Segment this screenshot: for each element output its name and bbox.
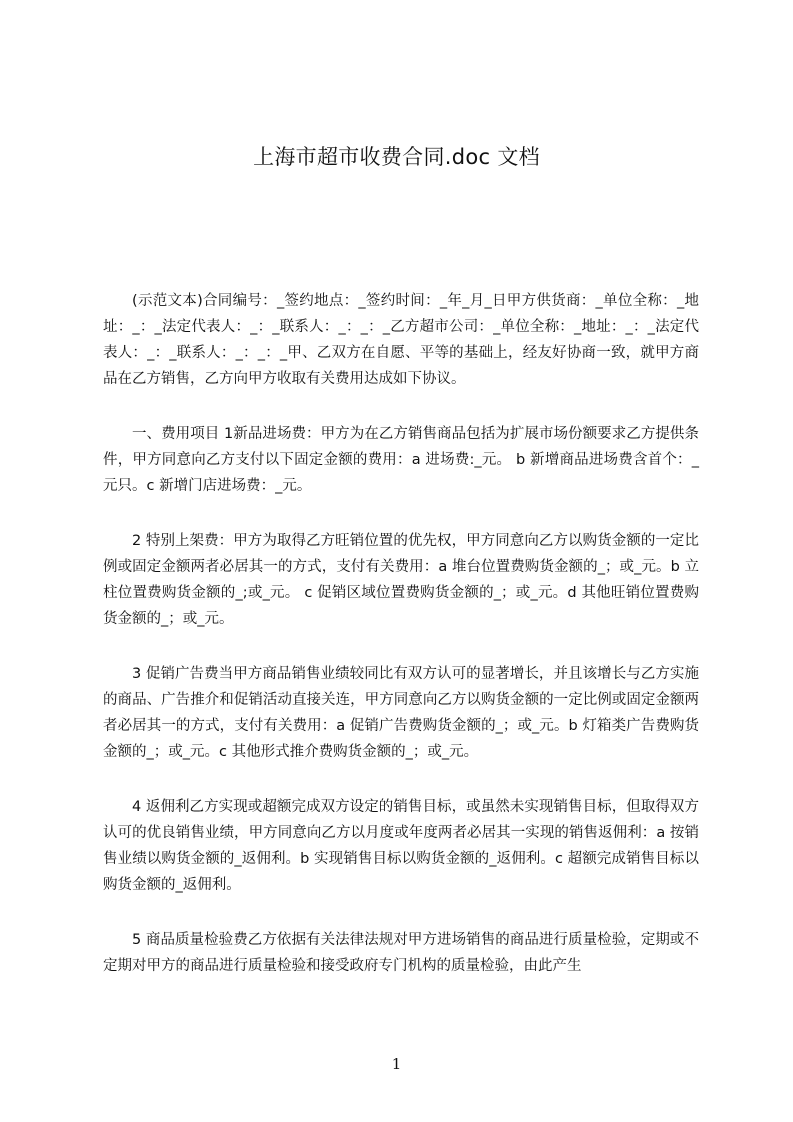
- paragraph-rebate: 4 返佣利乙方实现或超额完成双方设定的销售目标，或虽然未实现销售目标，但取得双方认可的优良销售业绩，甲方同意向乙方以月度或年度两者必居其一实现的销售返佣利：a 按销售业绩以购货金额的_返佣利。b 实现销售目标以购货金额的_返佣利。c 超额完成销售目标以购货金额的_返佣利。: [103, 799, 699, 893]
- document-title: 上海市超市收费合同.doc 文档: [253, 145, 540, 169]
- paragraph-shelf-fee: 2 特别上架费：甲方为取得乙方旺销位置的优先权，甲方同意向乙方以购货金额的一定比例或固定金额两者必居其一的方式，支付有关费用：a 堆台位置费购货金额的_；或_元。b 立柱位置费购货金额的_;或_元。 c 促销区域位置费购货金额的_；或_元。d 其他旺销位置费购货金额的_；或_元。: [103, 533, 699, 627]
- paragraph-quality-inspection: 5 商品质量检验费乙方依据有关法律法规对甲方进场销售的商品进行质量检验，定期或不定期对甲方的商品进行质量检验和接受政府专门机构的质量检验，由此产生: [103, 932, 699, 974]
- page-number: 1: [391, 1055, 402, 1073]
- paragraph-promotion-fee: 3 促销广告费当甲方商品销售业绩较同比有双方认可的显著增长，并且该增长与乙方实施的商品、广告推介和促销活动直接关连，甲方同意向乙方以购货金额的一定比例或固定金额两者必居其一的方式，支付有关费用：a 促销广告费购货金额的_；或_元。b 灯箱类广告费购货金额的_；或_元。c 其他形式推介费购货金额的_；或_元。: [103, 666, 699, 760]
- document-body: [103, 288, 699, 1008]
- paragraph-intro: (示范文本)合同编号：_签约地点：_签约时间：_年_月_日甲方供货商：_单位全称：_地址：_：_法定代表人：_：_联系人：_：_：_乙方超市公司：_单位全称：_地址：_：_法定代表人：_：_联系人：_：_：_甲、乙双方在自愿、平等的基础上，经友好协商一致，就甲方商品在乙方销售，乙方向甲方收取有关费用达成如下协议。: [103, 293, 699, 387]
- paragraph-fee-items: 一、费用项目 1新品进场费：甲方为在乙方销售商品包括为扩展市场份额要求乙方提供条件，甲方同意向乙方支付以下固定金额的费用：a 进场费:_元。 b 新增商品进场费含首个：_元只。c 新增门店进场费：_元。: [103, 426, 699, 494]
